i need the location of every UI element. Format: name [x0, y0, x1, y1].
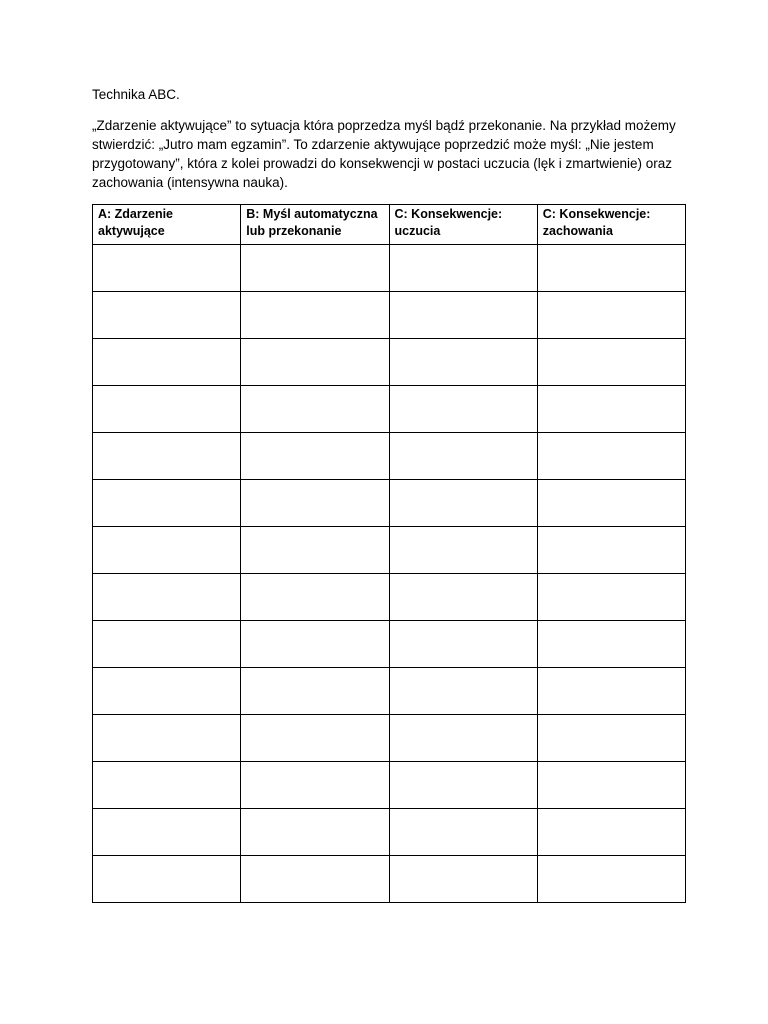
table-cell[interactable]: [93, 621, 241, 668]
table-row: [93, 339, 686, 386]
table-cell[interactable]: [241, 433, 389, 480]
table-cell[interactable]: [537, 433, 685, 480]
intro-line: „Zdarzenie aktywujące” to sytuacja która poprzedza myśl bądź przekonanie. Na przykład możemy: [92, 118, 676, 133]
table-cell[interactable]: [537, 621, 685, 668]
table-row: [93, 762, 686, 809]
table-cell[interactable]: [93, 480, 241, 527]
abc-table: [92, 204, 686, 903]
table-cell[interactable]: [389, 480, 537, 527]
table-cell[interactable]: [389, 245, 537, 292]
table-cell[interactable]: [93, 433, 241, 480]
table-cell[interactable]: [93, 527, 241, 574]
header-cell-a: A: Zdarzenie aktywujące: [93, 205, 241, 245]
table-cell[interactable]: [389, 762, 537, 809]
table-cell[interactable]: [389, 715, 537, 762]
table-cell[interactable]: [389, 339, 537, 386]
table-cell[interactable]: [93, 856, 241, 903]
table-row: [93, 433, 686, 480]
table-cell[interactable]: [537, 574, 685, 621]
table-row: [93, 856, 686, 903]
header-cell-c-behaviors: C: Konsekwencje: zachowania: [537, 205, 685, 245]
table-cell[interactable]: [93, 292, 241, 339]
table-cell[interactable]: [537, 339, 685, 386]
table-cell[interactable]: [241, 480, 389, 527]
table-cell[interactable]: [389, 527, 537, 574]
table-cell[interactable]: [241, 762, 389, 809]
header-cell-c-feelings: C: Konsekwencje: uczucia: [389, 205, 537, 245]
table-cell[interactable]: [93, 339, 241, 386]
table-body: [93, 245, 686, 903]
table-cell[interactable]: [241, 809, 389, 856]
table-cell[interactable]: [389, 574, 537, 621]
table-cell[interactable]: [537, 809, 685, 856]
table-cell[interactable]: [93, 715, 241, 762]
table-cell[interactable]: [537, 245, 685, 292]
table-cell[interactable]: [93, 809, 241, 856]
table-cell[interactable]: [241, 574, 389, 621]
table-cell[interactable]: [537, 762, 685, 809]
table-cell[interactable]: [241, 715, 389, 762]
table-cell[interactable]: [537, 527, 685, 574]
table-row: [93, 715, 686, 762]
table-header-row: [93, 205, 686, 245]
table-cell[interactable]: [241, 668, 389, 715]
table-cell[interactable]: [389, 668, 537, 715]
table-row: [93, 480, 686, 527]
table-cell[interactable]: [241, 292, 389, 339]
table-row: [93, 809, 686, 856]
table-cell[interactable]: [389, 809, 537, 856]
table-cell[interactable]: [241, 339, 389, 386]
table-cell[interactable]: [93, 762, 241, 809]
table-cell[interactable]: [537, 292, 685, 339]
table-row: [93, 574, 686, 621]
table-cell[interactable]: [389, 292, 537, 339]
table-cell[interactable]: [93, 668, 241, 715]
header-cell-b: B: Myśl automatyczna lub przekonanie: [241, 205, 389, 245]
table-cell[interactable]: [389, 856, 537, 903]
table-row: [93, 292, 686, 339]
table-cell[interactable]: [537, 856, 685, 903]
table-cell[interactable]: [93, 386, 241, 433]
table-cell[interactable]: [93, 245, 241, 292]
table-cell[interactable]: [241, 245, 389, 292]
table-cell[interactable]: [241, 527, 389, 574]
table-cell[interactable]: [537, 668, 685, 715]
table-cell[interactable]: [537, 480, 685, 527]
table-cell[interactable]: [389, 386, 537, 433]
table-row: [93, 621, 686, 668]
table-cell[interactable]: [389, 621, 537, 668]
table-row: [93, 245, 686, 292]
document-title: Technika ABC.: [92, 87, 180, 102]
table-row: [93, 668, 686, 715]
table-cell[interactable]: [389, 433, 537, 480]
table-cell[interactable]: [537, 386, 685, 433]
table-cell[interactable]: [241, 856, 389, 903]
table-cell[interactable]: [93, 574, 241, 621]
intro-line: zachowania (intensywna nauka).: [92, 175, 288, 190]
table-cell[interactable]: [537, 715, 685, 762]
table-cell[interactable]: [241, 386, 389, 433]
table-row: [93, 386, 686, 433]
intro-paragraph: [92, 116, 678, 192]
table-row: [93, 527, 686, 574]
intro-line: stwierdzić: „Jutro mam egzamin”. To zdarzenie aktywujące poprzedzić może myśl: „Nie jestem: [92, 137, 654, 152]
table-cell[interactable]: [241, 621, 389, 668]
intro-line: przygotowany”, która z kolei prowadzi do konsekwencji w postaci uczucia (lęk i zmartwienie) oraz: [92, 156, 672, 171]
